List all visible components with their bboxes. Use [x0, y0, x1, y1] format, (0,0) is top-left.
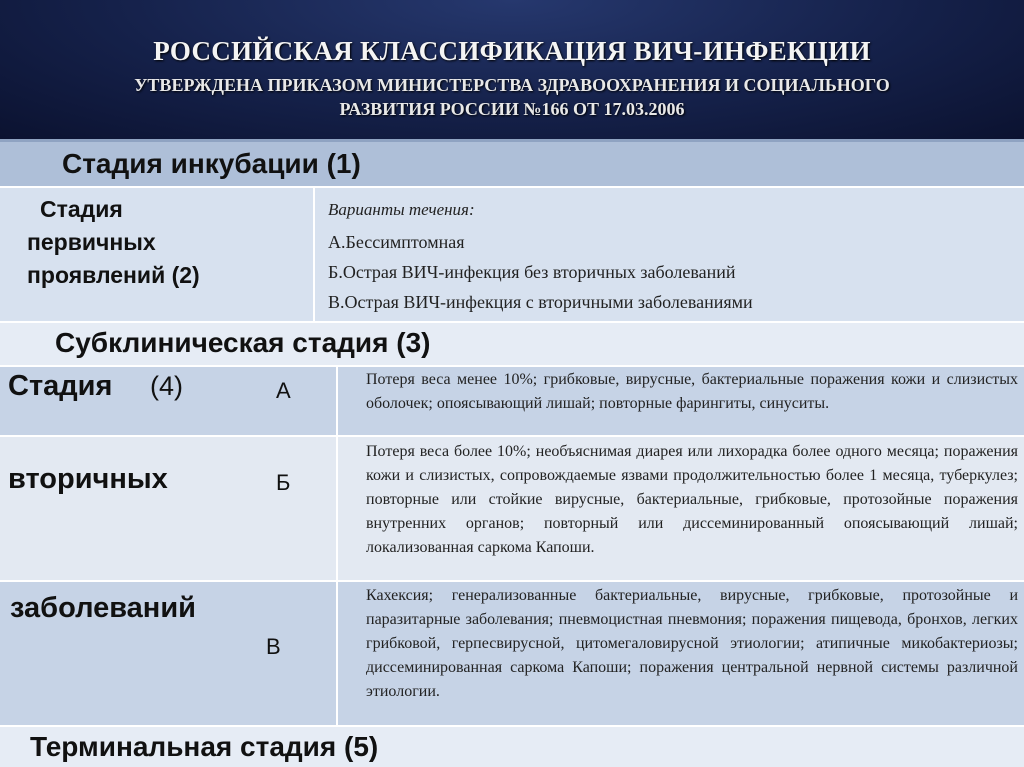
stage-2-label-line-3: проявлений (2) — [27, 262, 200, 288]
variant-a: А.Бессимптомная — [328, 232, 465, 252]
stage-4-word-2: вторичных — [8, 463, 168, 495]
slide-header — [0, 0, 1024, 140]
slide-subtitle — [0, 73, 1024, 121]
stage-2-label-line-2: первичных — [27, 229, 156, 255]
stage-4-number: (4) — [150, 371, 183, 401]
stage-3-row — [0, 322, 1024, 366]
stage-4-word-3: заболеваний — [10, 592, 196, 624]
stage-2-label-line-1: Стадия — [40, 196, 123, 222]
stage-4a-letter: А — [276, 378, 291, 403]
row-divider-4a-4b — [0, 435, 1024, 437]
variant-b: Б.Острая ВИЧ-инфекция без вторичных заболеваний — [328, 262, 736, 282]
stage-4-divider — [336, 366, 338, 726]
variants-heading: Варианты течения: — [328, 200, 475, 219]
stage-4c-description: Кахексия; генерализованные бактериальные, вирусные, грибковые, протозойные и паразитарные заболевания; пневмоцистная пневмония; поражения пищевода, бронхов, легких грибковой, герпесвирусной, цитомегаловирусной этиологии; атипичные микобактериозы; диссеминированная саркома Капоши; поражения центральной нервной системы различной этиологии. — [366, 587, 1018, 700]
stage-4a-description: Потеря веса менее 10%; грибковые, вирусные, бактериальные поражения кожи и слизистых оболочек; опоясывающий лишай; повторные фарингиты, синуситы. — [366, 371, 1018, 412]
stage-5-row — [0, 726, 1024, 767]
stage-2-divider — [313, 188, 315, 322]
stage-1-row — [0, 142, 1024, 188]
stage-1-label: Стадия инкубации (1) — [62, 148, 361, 179]
stage-2-row — [0, 188, 1024, 322]
stage-4c-letter: В — [266, 634, 281, 659]
stage-4-word-1: Стадия — [8, 370, 113, 402]
stage-3-label: Субклиническая стадия (3) — [55, 327, 431, 358]
row-divider-3-4 — [0, 365, 1024, 367]
subtitle-line-2: РАЗВИТИЯ РОССИИ №166 ОТ 17.03.2006 — [339, 99, 685, 119]
row-divider-4b-4c — [0, 580, 1024, 582]
stage-4b-letter: Б — [276, 470, 291, 495]
variant-c: В.Острая ВИЧ-инфекция с вторичными заболеваниями — [328, 292, 753, 312]
stage-5-label: Терминальная стадия (5) — [30, 731, 379, 762]
row-divider-4-5 — [0, 725, 1024, 727]
row-divider-2-3 — [0, 321, 1024, 323]
subtitle-line-1: УТВЕРЖДЕНА ПРИКАЗОМ МИНИСТЕРСТВА ЗДРАВООХРАНЕНИЯ И СОЦИАЛЬНОГО — [134, 75, 890, 95]
slide-title: РОССИЙСКАЯ КЛАССИФИКАЦИЯ ВИЧ-ИНФЕКЦИИ — [153, 36, 871, 66]
stage-4b-description: Потеря веса более 10%; необъяснимая диарея или лихорадка более одного месяца; поражения кожи и слизистых, сопровождаемые язвами продолжительностью более 1 месяца, туберкулез; повторные или стойкие вирусные, бактериальные, грибковые, протозойные поражения внутренних органов; повторный или диссеминированный опоясывающий лишай; локализованная саркома Капоши. — [366, 443, 1018, 556]
stage-4b-row — [0, 436, 1024, 581]
